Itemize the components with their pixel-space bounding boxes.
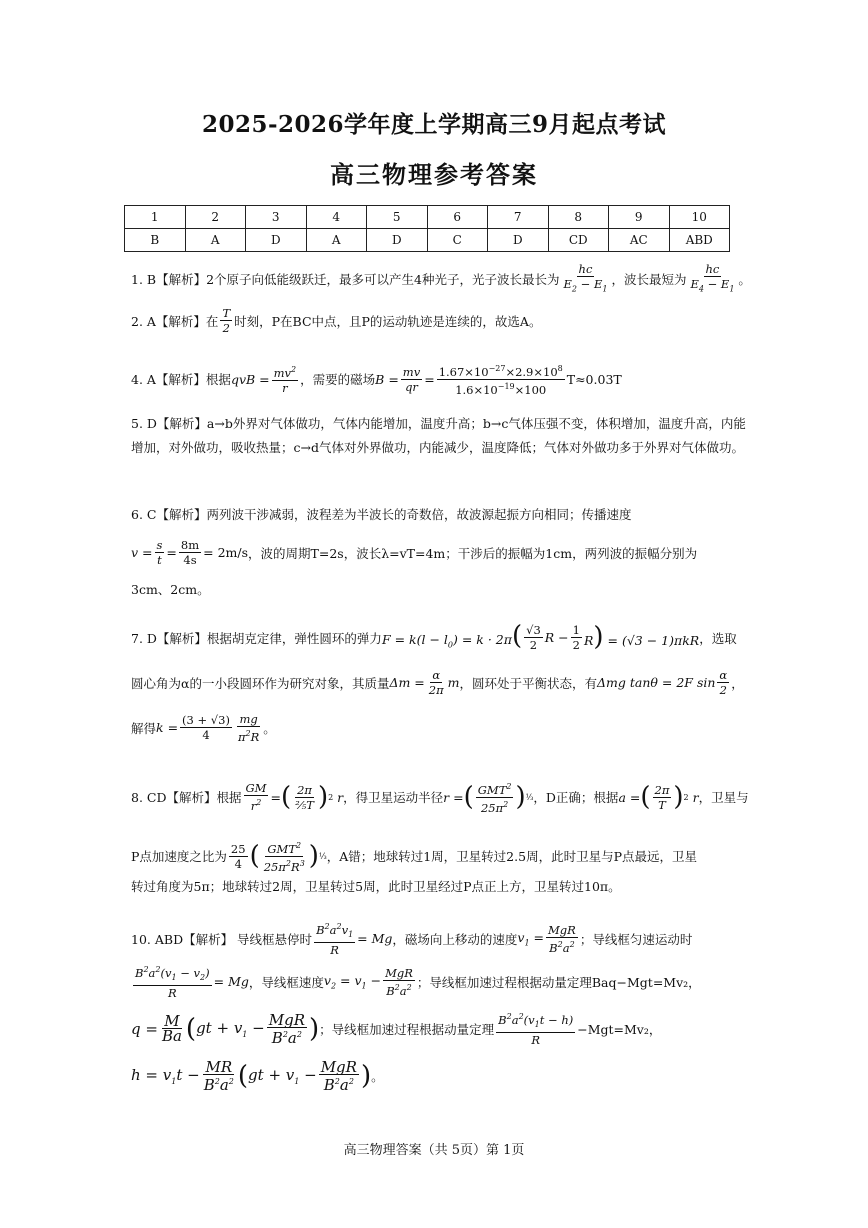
q7-end: ，选取 [699,630,737,646]
q4-formula-frac: $\frac{mv^2}{r}$ [273,365,297,396]
q7-frac-half: $\frac{1}{2}$ [572,623,580,652]
solution-q8-line3 [131,877,761,895]
q10-q-body: gt + $v_1$ − [196,1018,265,1039]
solution-q1 [131,262,761,296]
answer-number: 2 [185,206,246,229]
q10-q: q = [131,1019,158,1038]
answer-number: 9 [609,206,670,229]
page-subtitle: 高三物理参考答案 [330,160,538,189]
q10-frac-v1: $\frac{\text{MgR}}{B^2a^2}$ [548,922,576,955]
solution-q2 [131,306,761,335]
q7-frac-mg: $\frac{mg}{\pi^2R}$ [237,712,260,744]
q6-formula-v: v = [131,545,153,560]
q10-line4end: 。 [371,1069,384,1084]
answer-choice: ABD [669,229,730,252]
q10-v2: $v_2 = v_1$ − [323,972,382,991]
q10-frac1: $\frac{B^2a^2v_1}{R}$ [316,922,354,958]
q7-line3: 解得 [131,720,157,736]
q8-paren2-close: ) [515,782,526,813]
q4-formula-numeric: $\frac{1.67\times 10^{-27}\times 2.9\times 10^8}{1.6\times 10^{-19}\times 100}$ [438,364,563,397]
q1-formula-longest: $\frac{hc}{E_2 - E_1}$ [563,262,608,294]
q7-period: 。 [263,720,276,736]
q6-formula-frac: $\frac{s}{t}$ [156,538,163,567]
solution-q8-line1: 8. CD【解析】根据 $\frac{GM}{r^2}$ = ( $\frac{2\pi}{\text{⅖T}}$ ) 2 r ，得卫星运动半径 r = ( $\frac{GMT^2}{25\pi^2}$ ) ⅓ ，D正确；根据 a = ( $\frac{2\pi}{T}$ ) 2 r ，卫星与 [131,781,749,815]
q8-paren2-open: ( [463,782,474,813]
solution-q10-line3 [131,1010,761,1047]
q10-paren2-close: ) [360,1061,372,1091]
q8-frac-a: $\frac{2\pi}{T}$ [654,782,670,812]
answer-choice: A [306,229,367,252]
q8-paren4-open: ( [249,841,260,872]
q6-eq: = [166,545,177,560]
q8-a: a = [618,789,641,805]
q10-line3end: −Mgt=Mv₂， [577,1021,662,1037]
q8-paren3-close: ) [673,782,684,813]
q4-formula-field: B = [375,371,399,387]
q8-line3: 转过角度为5π；地球转过2周，卫星转过5周，此时卫星经过P点正上方，卫星转过10π。 [131,879,621,894]
page-footer: 高三物理答案（共 5页）第 1页 [343,1143,525,1158]
q4-formula-frac2: $\frac{mv}{qr}$ [402,364,421,394]
page-title: 2025-2026学年度上学期高三9月起点考试 [201,111,667,138]
solution-q7-line3 [131,712,761,744]
answer-number: 6 [427,206,488,229]
answer-number: 5 [367,206,428,229]
q8-line2a: P点加速度之比为 [131,849,227,865]
q8-label: 8. CD【解析】根据 [131,790,242,806]
q7-m: m [447,675,460,690]
q7-line2a: 圆心角为α的一小段圆环作为研究对象，其质量 [131,675,390,691]
solution-q6-line3 [131,580,761,598]
q8-eq: = [270,789,281,805]
q8-end: ，卫星与 [698,790,749,806]
solution-q7-line1 [131,620,761,652]
q7-formula: $F = k(l - l_0) = k \cdot 2\pi$( [381,620,523,651]
q6-mid: ，波的周期T=2s，波长λ=vT=4m；干涉后的振幅为1cm，两列波的振幅分别为 [248,545,698,561]
q8-mid2: ，D正确；根据 [533,790,619,806]
answer-choice: AC [609,229,670,252]
q8-frac-r: $\frac{GMT^2}{25\pi^2}$ [477,782,512,815]
q8-mid: ，得卫星运动半径 [343,790,444,806]
q7-r2: R) = (√3 − 1)πkR [583,622,700,652]
q10-line3: ；导线框加速过程根据动量定理 [319,1021,495,1037]
solution-q6-line2 [131,538,761,567]
q2-label: 2. A【解析】在 [131,313,219,329]
answer-number: 7 [488,206,549,229]
q10-frac-q2: $\frac{\text{MgR}}{B^2a^2}$ [268,1010,305,1047]
q4-label: 4. A【解析】根据 [131,372,231,388]
solution-q4 [131,362,761,397]
q6-formula-frac2: $\frac{8m}{4s}$ [180,538,200,567]
solution-q8-line2: P点加速度之比为 $\frac{25}{4}$ ( $\frac{GMT^2}{25\pi^2R^3}$ ) ⅓ ，A错；地球转过1周，卫星转过2.5周，此时卫星与P点最远，卫星 [131,841,697,874]
q7-frac-k: $\frac{(3 + √3)}{4}$ [182,713,230,743]
q10-mid: ，磁场向上移动的速度 [392,931,518,947]
q10-paren-close: ) [309,1013,320,1044]
answer-number: 8 [548,206,609,229]
answer-choice: CD [548,229,609,252]
answer-choice: C [427,229,488,252]
answer-choice: D [488,229,549,252]
q8-paren3-open: ( [640,782,651,813]
q6-line3: 3cm、2cm。 [131,582,210,597]
q10-v1: $v_1$ = [517,929,545,948]
q7-formula-balance: Δmg tanθ = 2F sin [597,675,716,690]
q8-r-eq: r = [443,789,464,805]
q10-frac-h: $\frac{MR}{B^2a^2}$ [203,1058,234,1094]
q1-end: 。 [738,272,751,288]
solution-q6-line1 [131,505,761,523]
q7-comma: ， [731,675,744,691]
q4-eq: = [424,371,435,387]
answer-number: 10 [669,206,730,229]
answer-choice: A [185,229,246,252]
q8-r3: r [688,789,699,805]
q8-paren4-close: ) [308,841,319,872]
q8-paren-open: ( [280,782,292,813]
q7-r1: R − [544,630,569,645]
answer-table-number-row [125,206,730,229]
q10-line2b: ；导线框加速过程根据动量定理Baq−Mgt=Mv₂， [416,974,701,990]
answer-number: 1 [125,206,186,229]
q4-formula-force: qvB = [230,371,270,387]
solution-q10-line1 [131,920,761,957]
q10-frac3: $\frac{B^2a^2(v_1t - h)}{R}$ [498,1012,574,1048]
q10-label: 10. ABD【解析】 导线框悬停时 [131,931,313,947]
q4-result: T≈0.03T [566,371,622,387]
q10-paren-open: ( [185,1013,197,1044]
q7-label: 7. D【解析】根据胡克定律，弹性圆环的弹力 [131,630,382,646]
q6-line1: 6. C【解析】两列波干涉减弱，波程差为半波长的奇数倍，故波源起振方向相同；传播速度 [131,507,632,522]
q6-value: = 2m/s [203,545,249,560]
q1-formula-shortest: $\frac{hc}{E_4 - E_1}$ [690,262,735,294]
q7-formula-dm: Δm = [389,675,425,690]
q10-frac-v2: $\frac{\text{MgR}}{B^2a^2}$ [385,965,413,998]
solution-q7-line2 [131,668,761,697]
q1-text: 2个原子向低能级跃迁，最多可以产生4种光子，光子波长最长为 [206,272,560,288]
q8-paren-close: ) [317,782,329,813]
q2-formula: $\frac{T}{2}$ [222,306,231,335]
q7-frac-alpha: $\frac{\alpha}{2\pi}$ [428,668,444,697]
q8-frac-omega: $\frac{2\pi}{\text{⅖T}}$ [295,782,314,812]
q10-h-body: gt + $v_1$ − [248,1066,317,1086]
answer-number: 4 [306,206,367,229]
q7-frac-sqrt3: $\frac{√3}{2}$ [526,623,541,652]
q2-text: 时刻，P在BC中点，且P的运动轨迹是连续的，故选A。 [234,313,542,329]
answer-choice: D [367,229,428,252]
q8-line2b: ，A错；地球转过1周，卫星转过2.5周，此时卫星与P点最远，卫星 [326,849,697,865]
answer-table-answer-row [125,229,730,252]
q10-frac-h2: $\frac{\text{MgR}}{B^2a^2}$ [320,1058,357,1094]
q1-mid: ，波长最短为 [611,272,687,288]
q4-mid: ，需要的磁场 [300,372,376,388]
q8-frac-ratio: $\frac{25}{4}$ [230,841,246,871]
q1-label: 1. B【解析】 [131,272,207,288]
solution-q10-line2 [131,963,761,1000]
answer-table [124,205,730,252]
q10-frac-q: $\frac{M}{Ba}$ [161,1012,182,1046]
q7-k: k = [156,720,179,736]
q10-line2a: ，导线框速度 [248,974,324,990]
q8-frac-gm: $\frac{GM}{r^2}$ [245,781,267,814]
q8-r: r [333,789,344,805]
answer-choice: D [246,229,307,252]
q10-frac2: $\frac{B^2a^2(v_1 - v_2)}{R}$ [135,965,210,1001]
solution-q10-line4 [131,1060,761,1092]
answer-choice: B [125,229,186,252]
q10-paren2-open: ( [237,1061,249,1091]
q10-h: $h = v_1t$ − [131,1066,200,1086]
q7-line2b: ，圆环处于平衡状态，有 [459,675,598,691]
q10-mg1: = Mg [357,931,393,947]
q10-end: ；导线框匀速运动时 [579,931,693,947]
q8-frac-ratio2: $\frac{GMT^2}{25\pi^2R^3}$ [263,841,305,874]
q7-frac-alpha2: $\frac{\alpha}{2}$ [719,668,728,697]
answer-number: 3 [246,206,307,229]
q10-mg2: = Mg [213,974,249,990]
solution-q5: 5. D【解析】a→b外界对气体做功，气体内能增加，温度升高；b→c气体压强不变，体积增加，温度升高，内能增加，对外做功，吸收热量；c→d气体对外界做功，内能减少，温度降低；气体对外做功多于外界对气体做功。 [131,416,746,455]
